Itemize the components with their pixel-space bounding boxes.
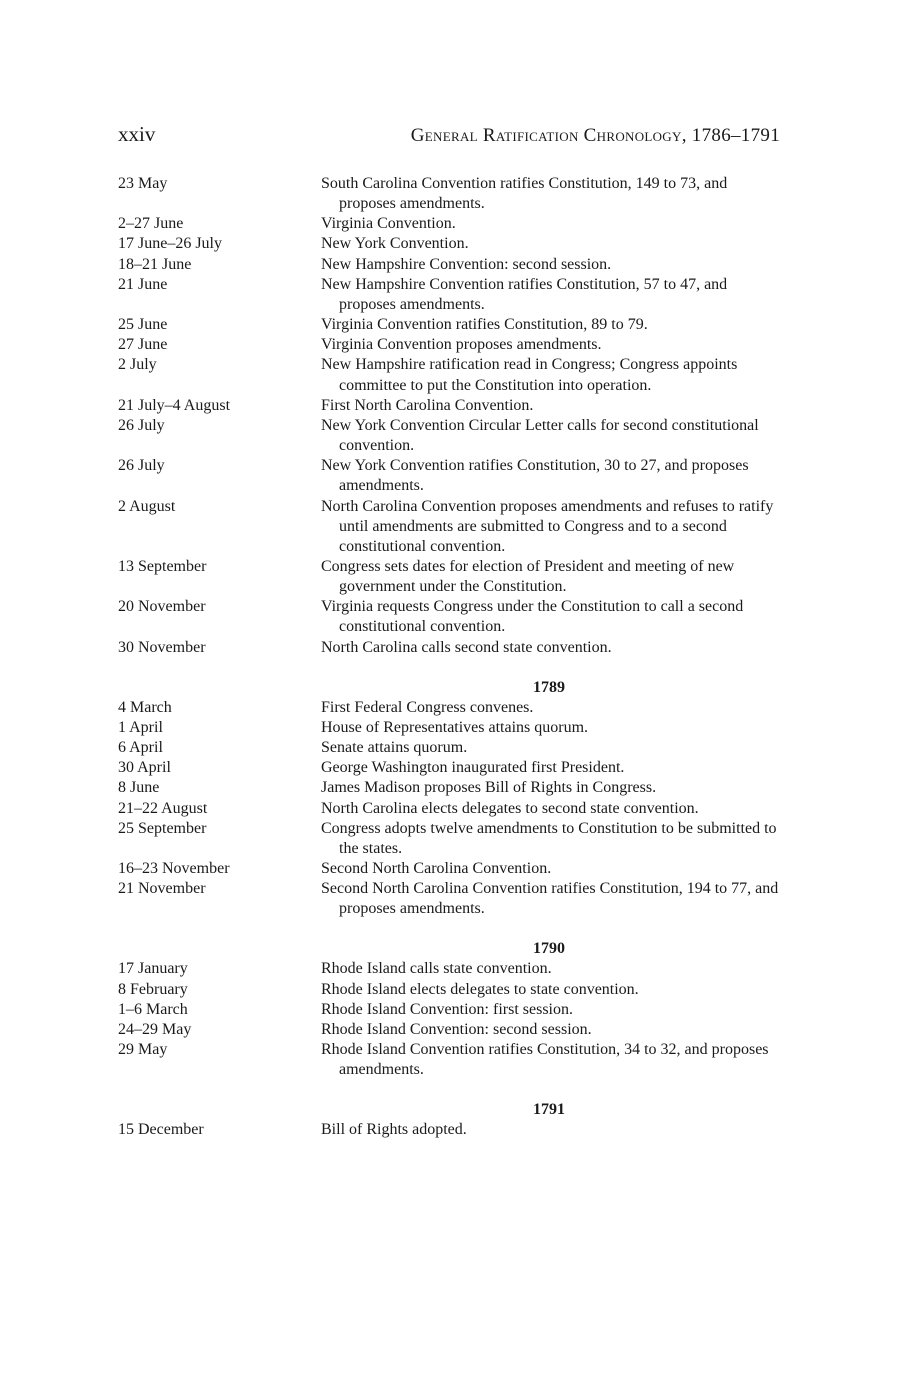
running-title: General Ratification Chronology, 1786–1791	[410, 125, 780, 146]
entry-text: New York Convention Circular Letter calls for second constitutional convention.	[321, 416, 759, 455]
chronology-entry	[118, 315, 780, 335]
chronology-entry	[118, 879, 780, 919]
year-heading: 1789	[533, 678, 565, 696]
entry-date: 21 June	[118, 275, 168, 293]
chronology-entry	[118, 698, 780, 718]
chronology-section	[118, 1100, 780, 1140]
page-number: xxiv	[118, 122, 156, 146]
entry-date: 17 June–26 July	[118, 235, 222, 253]
chronology-entry	[118, 1120, 780, 1140]
chronology-entry	[118, 959, 780, 979]
entry-date: 29 May	[118, 1041, 168, 1059]
chronology-entry	[118, 1020, 780, 1040]
entry-text: Second North Carolina Convention ratifies Constitution, 194 to 77, and proposes amendments.	[321, 880, 779, 918]
chronology-section	[118, 174, 780, 658]
entry-text: Rhode Island Convention ratifies Constitution, 34 to 32, and proposes amendments.	[321, 1041, 769, 1079]
chronology-entry	[118, 275, 780, 315]
chronology-entry	[118, 980, 780, 1000]
entry-text: Rhode Island calls state convention.	[321, 960, 552, 978]
entry-text: New York Convention.	[321, 235, 469, 253]
entry-text: Bill of Rights adopted.	[321, 1121, 467, 1139]
running-head	[118, 120, 780, 150]
entry-text: Congress adopts twelve amendments to Constitution to be submitted to the states.	[321, 819, 777, 857]
chronology-entry	[118, 819, 780, 859]
entry-date: 17 January	[118, 960, 188, 978]
entry-date: 8 June	[118, 779, 160, 797]
chronology-entry	[118, 355, 780, 395]
entry-text: New Hampshire Convention ratifies Constitution, 57 to 47, and proposes amendments.	[321, 275, 728, 313]
entry-date: 21–22 August	[118, 799, 208, 817]
entry-text: Virginia Convention proposes amendments.	[321, 336, 602, 354]
entry-text: Second North Carolina Convention.	[321, 860, 552, 877]
chronology-entry	[118, 859, 780, 879]
entry-text: Senate attains quorum.	[321, 739, 468, 757]
entry-text: Rhode Island elects delegates to state convention.	[321, 980, 639, 998]
chronology-entry	[118, 396, 780, 416]
entry-text: Virginia Convention.	[321, 215, 456, 233]
entry-date: 30 April	[118, 759, 171, 777]
chronology-entry	[118, 174, 780, 214]
entry-date: 1 April	[118, 718, 163, 736]
entry-text: Virginia Convention ratifies Constitution, 89 to 79.	[321, 316, 648, 334]
chronology-entry	[118, 1040, 780, 1080]
entry-date: 16–23 November	[118, 860, 230, 877]
entry-date: 13 September	[118, 557, 207, 575]
entry-date: 21 July–4 August	[118, 396, 231, 414]
entry-date: 27 June	[118, 336, 168, 354]
entry-text: Rhode Island Convention: first session.	[321, 1000, 573, 1018]
document-page	[118, 120, 780, 1141]
entry-date: 15 December	[118, 1121, 204, 1139]
chronology-entry	[118, 416, 780, 456]
chronology-entry	[118, 234, 780, 254]
entry-date: 26 July	[118, 416, 165, 434]
entry-date: 8 February	[118, 980, 188, 998]
entry-text: James Madison proposes Bill of Rights in Congress.	[321, 779, 657, 797]
chronology-entry	[118, 778, 780, 798]
chronology-section	[118, 939, 780, 1080]
entry-date: 2–27 June	[118, 215, 184, 233]
entry-date: 1–6 March	[118, 1000, 188, 1018]
entry-text: New Hampshire Convention: second session.	[321, 255, 612, 273]
entry-text: Congress sets dates for election of President and meeting of new government under the Constitution.	[321, 557, 735, 596]
entry-date: 20 November	[118, 598, 206, 616]
entry-date: 18–21 June	[118, 255, 192, 273]
year-heading: 1790	[533, 940, 565, 958]
entry-date: 30 November	[118, 638, 206, 656]
chronology-entry	[118, 557, 780, 597]
entry-text: New Hampshire ratification read in Congress; Congress appoints committee to put the Constitution into operation.	[321, 356, 738, 394]
entry-text: Virginia requests Congress under the Constitution to call a second constitutional convention.	[321, 598, 744, 636]
entry-date: 26 July	[118, 457, 165, 475]
chronology-entry	[118, 597, 780, 637]
chronology-entry	[118, 456, 780, 496]
entry-date: 21 November	[118, 880, 206, 898]
entry-date: 2 August	[118, 497, 176, 515]
entry-text: First Federal Congress convenes.	[321, 698, 534, 716]
chronology-entry	[118, 799, 780, 819]
entry-date: 2 July	[118, 356, 157, 374]
entry-date: 25 June	[118, 316, 168, 334]
chronology-entry	[118, 758, 780, 778]
chronology-entry	[118, 214, 780, 234]
entry-date: 23 May	[118, 175, 168, 192]
entry-date: 6 April	[118, 739, 163, 757]
entry-text: New York Convention ratifies Constitution, 30 to 27, and proposes amendments.	[321, 457, 749, 495]
entry-text: Rhode Island Convention: second session.	[321, 1020, 592, 1038]
chronology-entry	[118, 255, 780, 275]
entry-text: First North Carolina Convention.	[321, 396, 534, 414]
entry-date: 25 September	[118, 819, 207, 837]
entry-text: House of Representatives attains quorum.	[321, 718, 589, 736]
chronology-section	[118, 678, 780, 920]
entry-text: North Carolina calls second state convention.	[321, 638, 612, 656]
chronology-entry	[118, 638, 780, 658]
chronology-entry	[118, 335, 780, 355]
entry-date: 4 March	[118, 698, 172, 716]
entry-date: 24–29 May	[118, 1020, 192, 1038]
entry-text: George Washington inaugurated first President.	[321, 759, 625, 777]
entry-text: South Carolina Convention ratifies Constitution, 149 to 73, and proposes amendments.	[321, 175, 728, 213]
chronology-entry	[118, 497, 780, 557]
year-heading: 1791	[533, 1101, 565, 1119]
chronology-entry	[118, 738, 780, 758]
chronology	[118, 174, 780, 1141]
chronology-entry	[118, 1000, 780, 1020]
entry-text: North Carolina Convention proposes amendments and refuses to ratify until amendments are submitted to Congress and to a second constitutional convention.	[321, 497, 774, 555]
chronology-entry	[118, 718, 780, 738]
entry-text: North Carolina elects delegates to second state convention.	[321, 799, 699, 817]
